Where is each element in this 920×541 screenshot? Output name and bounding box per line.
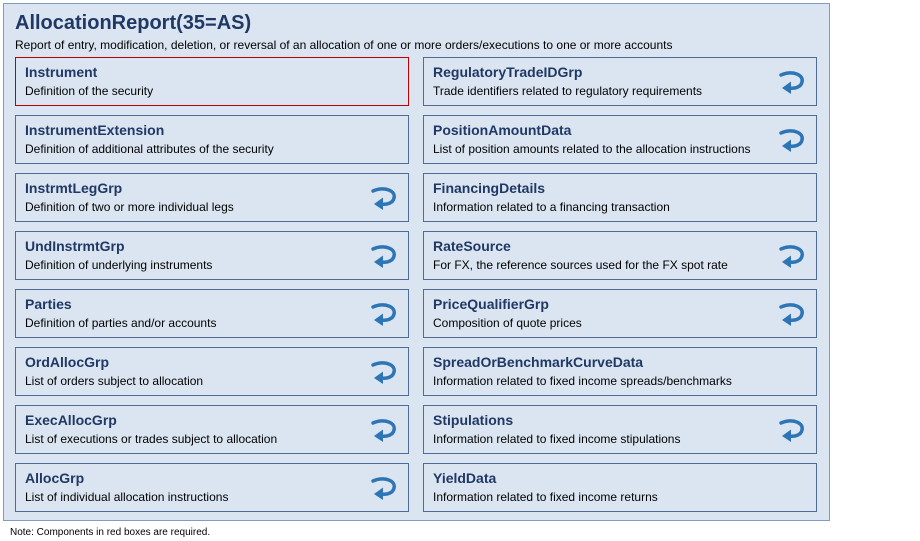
component-description: Definition of additional attributes of the security (25, 142, 274, 156)
component-name: SpreadOrBenchmarkCurveData (433, 354, 644, 370)
repeating-group-icon (370, 301, 398, 327)
component-name: UndInstrmtGrp (25, 238, 125, 254)
component-stipulations (423, 405, 817, 454)
repeating-group-icon (778, 301, 806, 327)
component-description: Definition of the security (25, 84, 154, 98)
legend-note: Note: Components in red boxes are required. (10, 527, 211, 538)
component-description: Definition of two or more individual legs (25, 200, 234, 214)
component-name: Stipulations (433, 412, 514, 428)
component-description: Information related to fixed income spreads/benchmarks (433, 374, 732, 388)
component-description: For FX, the reference sources used for the FX spot rate (433, 258, 728, 272)
component-instrmt-leg-grp (15, 173, 409, 222)
component-position-amount-data (423, 115, 817, 164)
repeating-group-icon (370, 417, 398, 443)
component-name: RateSource (433, 238, 511, 254)
component-description: Trade identifiers related to regulatory requirements (433, 84, 703, 98)
component-description: Composition of quote prices (433, 316, 582, 330)
component-name: InstrmtLegGrp (25, 180, 123, 196)
repeating-group-icon (778, 417, 806, 443)
component-parties (15, 289, 409, 338)
component-name: Parties (25, 296, 72, 312)
repeating-group-icon (778, 127, 806, 153)
repeating-group-icon (370, 185, 398, 211)
message-description: Report of entry, modification, deletion, or reversal of an allocation of one or more orders/executions to one or more accounts (15, 38, 673, 52)
repeating-group-icon (370, 475, 398, 501)
repeating-group-icon (778, 69, 806, 95)
component-description: Information related to fixed income returns (433, 490, 658, 504)
component-name: Instrument (25, 64, 98, 80)
component-description: Information related to a financing transaction (433, 200, 670, 214)
component-name: RegulatoryTradeIDGrp (433, 64, 583, 80)
component-description: Information related to fixed income stipulations (433, 432, 681, 446)
component-instrument (15, 57, 409, 106)
repeating-group-icon (370, 359, 398, 385)
component-description: List of orders subject to allocation (25, 374, 204, 388)
component-name: ExecAllocGrp (25, 412, 117, 428)
component-yield-data (423, 463, 817, 512)
component-name: OrdAllocGrp (25, 354, 110, 370)
component-spread-or-benchmark-curve-data (423, 347, 817, 396)
component-description: List of executions or trades subject to allocation (25, 432, 278, 446)
component-name: PriceQualifierGrp (433, 296, 549, 312)
component-name: AllocGrp (25, 470, 85, 486)
component-alloc-grp (15, 463, 409, 512)
component-ord-alloc-grp (15, 347, 409, 396)
component-instrument-extension (15, 115, 409, 164)
component-description: List of individual allocation instructions (25, 490, 229, 504)
repeating-group-icon (370, 243, 398, 269)
component-rate-source (423, 231, 817, 280)
component-description: Definition of underlying instruments (25, 258, 213, 272)
component-description: List of position amounts related to the allocation instructions (433, 142, 751, 156)
component-name: InstrumentExtension (25, 122, 165, 138)
component-regulatory-trade-id-grp (423, 57, 817, 106)
component-name: YieldData (433, 470, 497, 486)
component-price-qualifier-grp (423, 289, 817, 338)
component-description: Definition of parties and/or accounts (25, 316, 217, 330)
component-name: PositionAmountData (433, 122, 572, 138)
message-title: AllocationReport(35=AS) (15, 12, 252, 34)
component-exec-alloc-grp (15, 405, 409, 454)
repeating-group-icon (778, 243, 806, 269)
component-financing-details (423, 173, 817, 222)
component-und-instrmt-grp (15, 231, 409, 280)
component-name: FinancingDetails (433, 180, 546, 196)
message-frame (3, 3, 830, 521)
